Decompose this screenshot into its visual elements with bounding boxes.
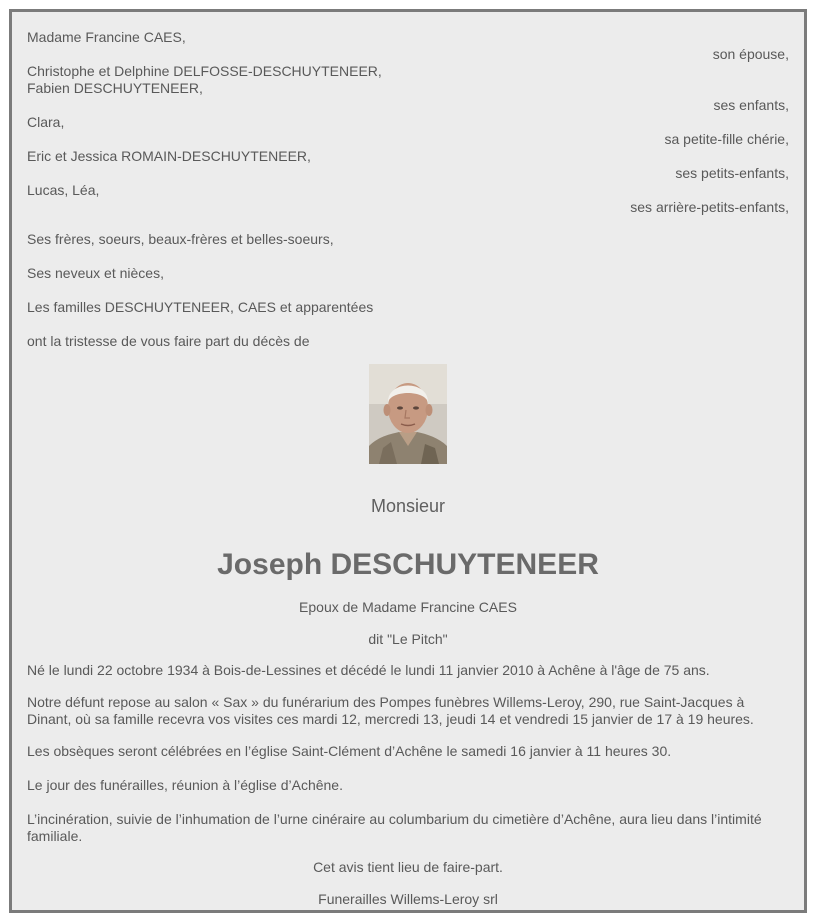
grandchildren-name: Eric et Jessica ROMAIN-DESCHUYTENEER, (27, 148, 311, 164)
families-line: Les familles DESCHUYTENEER, CAES et apparentées (27, 299, 374, 315)
spouse-role: son épouse, (712, 46, 789, 62)
grandchildren-role: ses petits-enfants, (675, 165, 789, 181)
siblings-line: Ses frères, soeurs, beaux-frères et belles-soeurs, (27, 231, 334, 247)
nephews-line: Ses neveux et nièces, (27, 265, 164, 281)
cremation-paragraph: L’incinération, suivie de l’inhumation de l’urne cinéraire au columbarium du cimetière d’Achêne, aura lieu dans l’intimité familiale. (27, 811, 762, 844)
obituary-frame (9, 9, 807, 913)
great-grandchildren-role: ses arrière-petits-enfants, (630, 199, 789, 215)
spouse-name: Madame Francine CAES, (27, 29, 186, 45)
birth-death-paragraph: Né le lundi 22 octobre 1934 à Bois-de-Lessines et décédé le lundi 11 janvier 2010 à Achêne à l'âge de 75 ans. (27, 662, 710, 678)
children-line-2: Fabien DESCHUYTENEER, (27, 80, 203, 96)
gathering-paragraph: Le jour des funérailles, réunion à l’église d’Achêne. (27, 777, 343, 793)
great-grandchildren-name: Lucas, Léa, (27, 182, 100, 198)
nickname-line: dit "Le Pitch" (368, 631, 448, 647)
notice-line: Cet avis tient lieu de faire-part. (313, 859, 503, 875)
children-line-1: Christophe et Delphine DELFOSSE-DESCHUYTENEER, (27, 63, 382, 79)
granddaughter-role: sa petite-fille chérie, (664, 131, 789, 147)
funeral-home-line: Funerailles Willems-Leroy srl (318, 891, 498, 907)
spouse-of-line: Epoux de Madame Francine CAES (299, 599, 517, 615)
honorific: Monsieur (370, 496, 446, 516)
children-role: ses enfants, (713, 97, 789, 113)
deceased-name: Joseph DESCHUYTENEER (217, 548, 599, 581)
granddaughter-name: Clara, (27, 114, 65, 130)
funeral-paragraph: Les obsèques seront célébrées en l’église Saint-Clément d’Achêne le samedi 16 janvier à 11 heures 30. (27, 743, 672, 759)
announcement-line: ont la tristesse de vous faire part du décès de (27, 333, 310, 349)
portrait-image (369, 364, 447, 464)
deceased-portrait (369, 364, 447, 464)
viewing-paragraph: Notre défunt repose au salon « Sax » du funérarium des Pompes funèbres Willems-Leroy, 290, rue Saint-Jacques à Dinant, où sa famille recevra vos visites ces mardi 12, mercredi 13, jeudi 14 et vendredi 15 janvier de 17 à 19 heures. (27, 694, 754, 727)
